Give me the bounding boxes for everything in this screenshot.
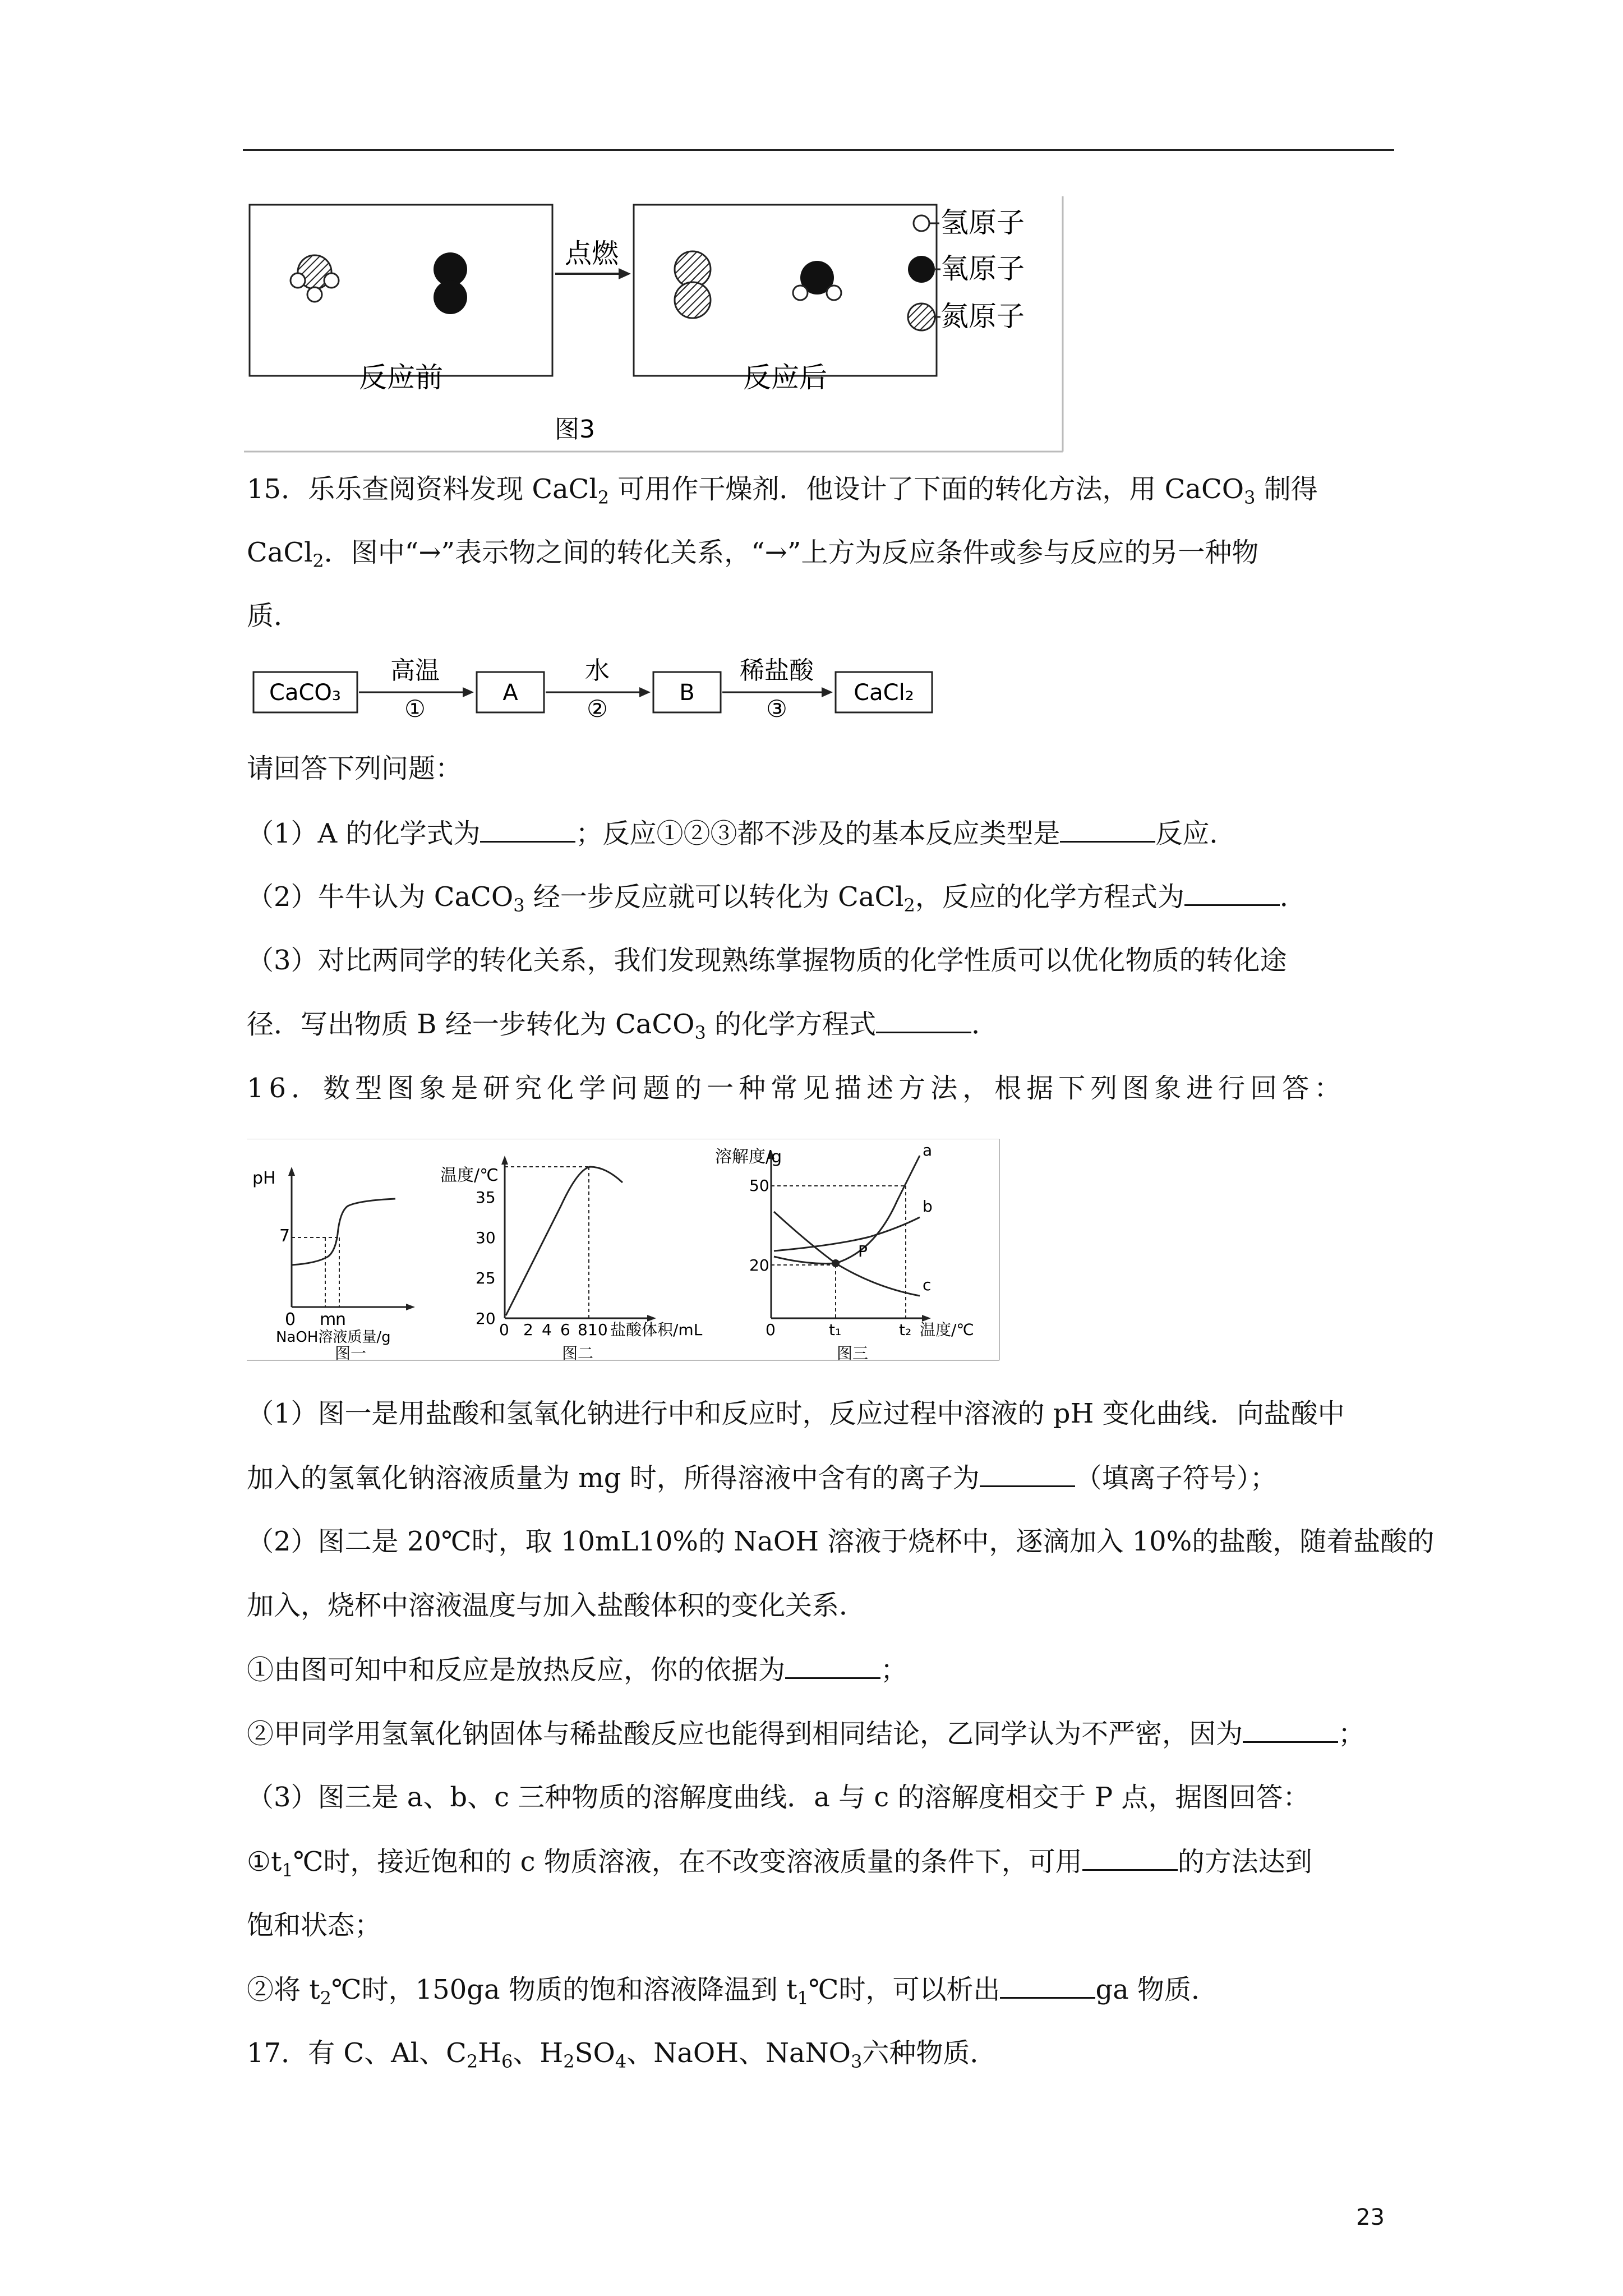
flow-a: A [502, 680, 518, 706]
chart2-xtick: 2 [523, 1320, 533, 1339]
flow-num-2: ② [587, 695, 608, 723]
flow-end: CaCl₂ [854, 680, 914, 706]
chart3-series-label: c [923, 1276, 932, 1294]
chart3-series-b [774, 1217, 920, 1251]
q16-intro: 16．数型图象是研究化学问题的一种常见描述方法，根据下列图象进行回答： [247, 1073, 1347, 1104]
chart-1 [252, 1167, 415, 1363]
q16-sub-2e: ②甲同学用氢氧化钠固体与稀盐酸反应也能得到相同结论，乙同学认为不严密，因为 ； [247, 1717, 1365, 1751]
arrow-label: 点燃 [564, 238, 619, 269]
q16-sub-3a: （3）图三是 a、b、c 三种物质的溶解度曲线．a 与 c 的溶解度相交于 P 点，据图回答： [247, 1782, 1310, 1813]
chart1-ytick: 7 [279, 1226, 291, 1246]
answer-blank[interactable] [1184, 880, 1280, 906]
before-label: 反应前 [359, 361, 443, 394]
answer-blank[interactable] [480, 816, 575, 843]
flow-b: B [679, 680, 695, 706]
chart3-xlabel: 温度/℃ [920, 1320, 974, 1339]
q15-ask: 请回答下列问题： [247, 753, 463, 784]
hydrogen-atom-icon [307, 287, 322, 302]
chart1-ph-curve [292, 1199, 395, 1265]
flow-step-1: 高温 [390, 656, 440, 685]
flow-num-1: ① [404, 695, 426, 723]
answer-blank[interactable] [876, 1007, 971, 1033]
chart3-xtick: 0 [766, 1320, 776, 1339]
chart2-ylabel: 温度/℃ [440, 1166, 499, 1185]
chart3-series-a [774, 1156, 920, 1264]
chart3-ytick: 20 [749, 1256, 769, 1274]
q16-sub-3c: 饱和状态； [247, 1910, 382, 1941]
chart3-ylabel: 溶解度/g [715, 1147, 782, 1167]
chart2-ytick: 20 [476, 1309, 496, 1328]
legend-hydrogen: 氢原子 [940, 206, 1025, 239]
chart2-ytick: 25 [476, 1269, 496, 1287]
chart2-temperature-curve [506, 1167, 623, 1315]
chart3-xtick: t₁ [829, 1320, 842, 1339]
chart2-ytick: 30 [476, 1228, 496, 1247]
hydrogen-atom-icon [827, 286, 841, 300]
chart1-xtick: n [335, 1310, 347, 1329]
q16-sub-2b: 加入，烧杯中溶液温度与加入盐酸体积的变化关系． [247, 1590, 866, 1621]
page-number: 23 [1356, 2205, 1385, 2230]
chart-3 [715, 1141, 974, 1363]
q16-sub-1b: 加入的氢氧化钠溶液质量为 mg 时，所得溶液中含有的离子为 （填离子符号）； [247, 1461, 1277, 1495]
chart2-xtick: 6 [560, 1320, 570, 1339]
q16-sub-1a: （1）图一是用盐酸和氢氧化钠进行中和反应时，反应过程中溶液的 pH 变化曲线．向盐酸中 [247, 1398, 1345, 1429]
q15-part-3a: （3）对比两同学的转化关系，我们发现熟练掌握物质的化学性质可以优化物质的转化途 [247, 945, 1287, 976]
chart1-xtick: 0 [285, 1310, 296, 1329]
chart3-series-label: b [923, 1197, 933, 1216]
q15-part-2: （2）牛牛认为 CaCO$_3$ 经一步反应就可以转化为 CaCl$_2$，反应的化学方程式为 ． [247, 880, 1307, 914]
chart3-series-c [774, 1212, 920, 1296]
chart3-annotation: P [858, 1242, 868, 1260]
chart2-ytick: 35 [476, 1188, 496, 1207]
oxygen-atom-icon [434, 280, 467, 314]
q16-sub-2a: （2）图二是 20℃时，取 10mL10%的 NaOH 溶液于烧杯中，逐滴加入 10%的盐酸，随着盐酸的 [247, 1526, 1435, 1557]
hydrogen-atom-icon [793, 286, 808, 300]
chart2-xlabel: 盐酸体积/mL [610, 1320, 703, 1339]
flow-num-3: ③ [766, 695, 787, 723]
flow-step-3: 稀盐酸 [740, 656, 814, 685]
flow-start: CaCO₃ [269, 680, 341, 706]
hydrogen-atom-icon [324, 273, 339, 288]
hydrogen-atom-icon [291, 273, 305, 288]
after-label: 反应后 [743, 361, 827, 394]
chart3-point-p [832, 1259, 840, 1267]
chart2-xtick: 8 [578, 1320, 588, 1339]
chart2-xtick: 0 [499, 1320, 509, 1339]
legend-oxygen: 氧原子 [940, 252, 1025, 285]
answer-blank[interactable] [980, 1461, 1075, 1487]
q15-line-2: CaCl$_2$．图中“→”表示物之间的转化关系，“→”上方为反应条件或参与反应的另一种物 [247, 537, 1259, 572]
chart2-xtick: 4 [542, 1320, 552, 1339]
chart2-title: 图二 [561, 1344, 594, 1363]
nitrogen-atom-icon [675, 282, 711, 318]
answer-blank[interactable] [785, 1653, 880, 1679]
conversion-flow-diagram [247, 651, 942, 735]
q16-sub-3b: $①t_1℃$时，接近饱和的 c 物质溶液，在不改变溶液质量的条件下，可用 的方法达到 [247, 1844, 1312, 1879]
chart3-title: 图三 [836, 1344, 869, 1363]
chart2-xtick: 10 [588, 1320, 608, 1339]
figures-1-3 [247, 1139, 1004, 1363]
q15-part-1: （1）A 的化学式为 ；反应①②③都不涉及的基本反应类型是 反应． [247, 816, 1237, 850]
chart1-xlabel: NaOH溶液质量/g [276, 1329, 391, 1346]
q17-line: 17．有 C、Al、$C_2H_6$、$H_2SO_4$、NaOH、NaNO$_3$六种物质． [247, 2037, 997, 2072]
q16-sub-2c: ①由图可知中和反应是放热反应，你的依据为 ； [247, 1653, 907, 1687]
chart1-ylabel: pH [252, 1168, 276, 1188]
q15-part-3b: 径．写出物质 B 经一步转化为 CaCO$_3$ 的化学方程式 ． [247, 1007, 998, 1041]
q15-line-1: 15．乐乐查阅资料发现 CaCl$_2$ 可用作干燥剂．他设计了下面的转化方法，用 CaCO$_3$ 制得 [247, 473, 1318, 508]
chart3-xtick: t₂ [899, 1320, 912, 1339]
answer-blank[interactable] [1060, 816, 1155, 843]
answer-blank[interactable] [1000, 1972, 1095, 1999]
answer-blank[interactable] [1243, 1717, 1338, 1743]
answer-blank[interactable] [1082, 1844, 1178, 1871]
q15-line-3: 质． [247, 600, 301, 632]
q16-sub-3d: ②将 $t_2℃$时，150ga 物质的饱和溶液降温到 $t_1℃$时，可以析出 ga 物质． [247, 1972, 1218, 2007]
chart1-title: 图一 [334, 1344, 367, 1363]
header-rule [243, 149, 1394, 151]
legend-nitrogen: 氮原子 [940, 300, 1025, 333]
figure-3 [244, 196, 1068, 454]
chart1-xtick: m [320, 1310, 336, 1329]
flow-step-2: 水 [585, 656, 610, 685]
chart3-ytick: 50 [749, 1176, 769, 1195]
figure-caption: 图3 [555, 415, 595, 444]
chart-2 [440, 1156, 703, 1363]
chart3-series-label: a [923, 1141, 933, 1159]
